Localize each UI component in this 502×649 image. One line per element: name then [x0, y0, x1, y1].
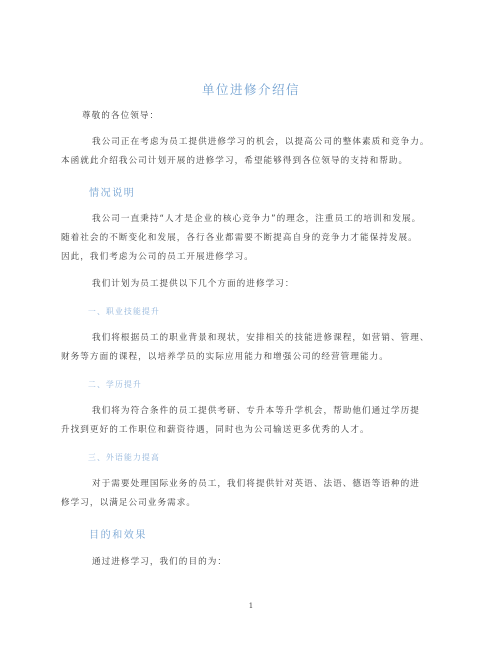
- intro-line-2: 本函就此介绍我公司计划开展的进修学习，希望能够得到各位领导的支持和帮助。: [61, 156, 409, 166]
- page-number: 1: [248, 602, 254, 610]
- plan-intro: 我们计划为员工提供以下几个方面的进修学习：: [92, 279, 295, 289]
- item-heading-education: 二、学历提升: [88, 380, 142, 389]
- item-language-line-1: 对于需要处理国际业务的员工，我们将提供针对英语、法语、德语等语种的进: [92, 479, 420, 489]
- page-title: 单位进修介绍信: [201, 82, 300, 97]
- item-skills-line-1: 我们将根据员工的职业背景和现状，安排相关的技能进修课程，如营销、管理、: [92, 333, 430, 343]
- intro-line-1: 我公司正在考虑为员工提供进修学习的机会，以提高公司的整体素质和竞争力。: [92, 137, 430, 147]
- item-skills-line-2: 财务等方面的课程，以培养学员的实际应用能力和增强公司的经营管理能力。: [61, 352, 389, 362]
- item-education-line-1: 我们将为符合条件的员工提供考研、专升本等升学机会，帮助他们通过学历提: [92, 406, 420, 416]
- situation-line-3: 因此，我们考虑为公司的员工开展进修学习。: [61, 252, 254, 262]
- situation-line-2: 随着社会的不断变化和发展，各行各业都需要不断提高自身的竞争力才能保持发展。: [61, 233, 418, 243]
- section-heading-goals: 目的和效果: [89, 530, 147, 541]
- salutation: 尊敬的各位领导：: [82, 111, 160, 121]
- section-heading-situation: 情况说明: [89, 188, 136, 199]
- item-heading-skills: 一、职业技能提升: [88, 307, 160, 316]
- goals-intro: 通过进修学习，我们的目的为：: [92, 557, 228, 567]
- item-language-line-2: 修学习，以满足公司业务需求。: [61, 498, 197, 508]
- situation-line-1: 我公司一直秉持“人才是企业的核心竞争力”的理念，注重员工的培训和发展。: [92, 214, 422, 224]
- item-education-line-2: 升找到更好的工作职位和薪资待遇，同时也为公司输送更多优秀的人才。: [61, 425, 370, 435]
- item-heading-language: 三、外语能力提高: [88, 453, 160, 462]
